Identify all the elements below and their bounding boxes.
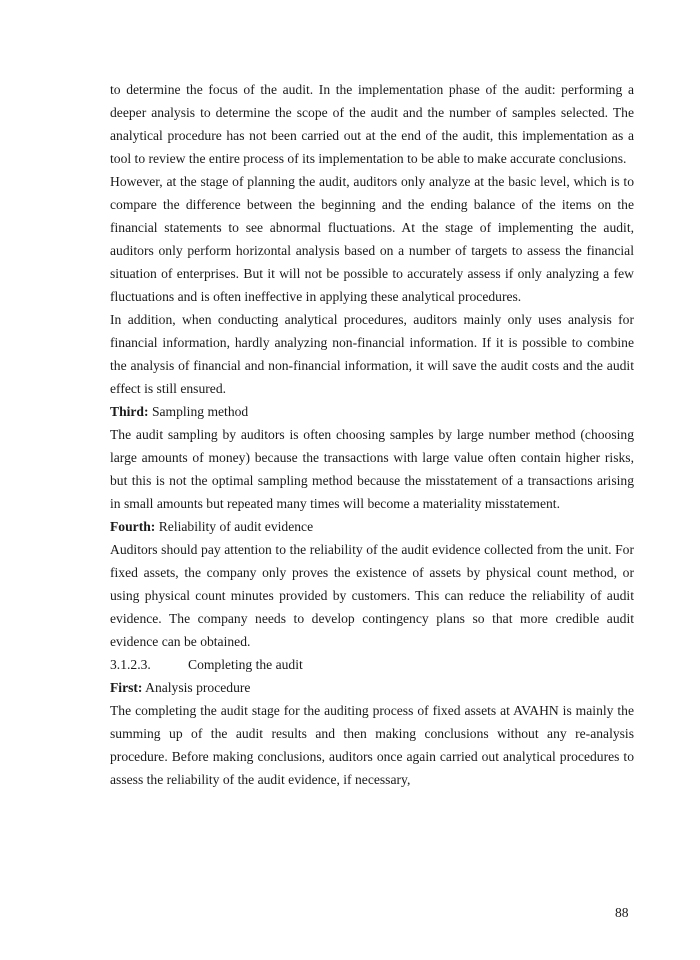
- paragraph-analytical-focus: to determine the focus of the audit. In the implementation phase of the audit: performing a deeper analysis to determine the scope of the audit and the number of samples selected. The analytical procedure has not been carried out at the end of the audit, this implementation as a tool to review the entire process of its implementation to be able to make accurate conclusions.: [110, 82, 634, 166]
- paragraph-reliability: Auditors should pay attention to the reliability of the audit evidence collected from the unit. For fixed assets, the company only proves the existence of assets by physical count method, or using physical count minutes provided by customers. This can reduce the reliability of audit evidence. The company needs to develop contingency plans so that more credible audit evidence can be obtained.: [110, 542, 634, 649]
- paragraph-planning-stage: However, at the stage of planning the audit, auditors only analyze at the basic level, which is to compare the difference between the beginning and the ending balance of the items on the financial statements to see abnormal fluctuations. At the stage of implementing the audit, auditors only perform horizontal analysis based on a number of targets to assess the financial situation of enterprises. But it will not be possible to accurately assess if only analyzing a few fluctuations and is often ineffective in applying these analytical procedures.: [110, 174, 634, 304]
- heading-third-text: Sampling method: [151, 404, 249, 419]
- heading-fourth-label: Fourth:: [110, 519, 156, 534]
- section-number: 3.1.2.3.: [110, 657, 151, 672]
- paragraph-sampling: The audit sampling by auditors is often choosing samples by large number method (choosing large amounts of money) because the transactions with large value often contain higher risks, but this is not the optimal sampling method because the misstatement of a transactions arising in small amounts but repeated many times will become a materiality misstatement.: [110, 427, 634, 511]
- paragraph-completing-stage: The completing the audit stage for the auditing process of fixed assets at AVAHN is mainly the summing up of the audit results and then making conclusions without any re-analysis procedure. Before making conclusions, auditors once again carried out analytical procedures to assess the reliability of the audit evidence, if necessary,: [110, 703, 634, 787]
- section-heading: [110, 653, 634, 676]
- heading-first-label: First:: [110, 680, 143, 695]
- paragraph-financial-information: In addition, when conducting analytical procedures, auditors mainly only uses analysis for financial information, hardly analyzing non-financial information. If it is possible to combine the analysis of financial and non-financial information, it will save the audit costs and the audit effect is still ensured.: [110, 312, 634, 396]
- heading-third-label: Third:: [110, 404, 149, 419]
- heading-fourth-text: Reliability of audit evidence: [158, 519, 314, 534]
- section-title: Completing the audit: [188, 657, 303, 672]
- heading-third: [110, 400, 634, 423]
- heading-fourth: [110, 515, 634, 538]
- document-body: [110, 78, 634, 791]
- heading-first-text: Analysis procedure: [145, 680, 251, 695]
- page-number: 88: [615, 905, 629, 920]
- heading-first: [110, 676, 634, 699]
